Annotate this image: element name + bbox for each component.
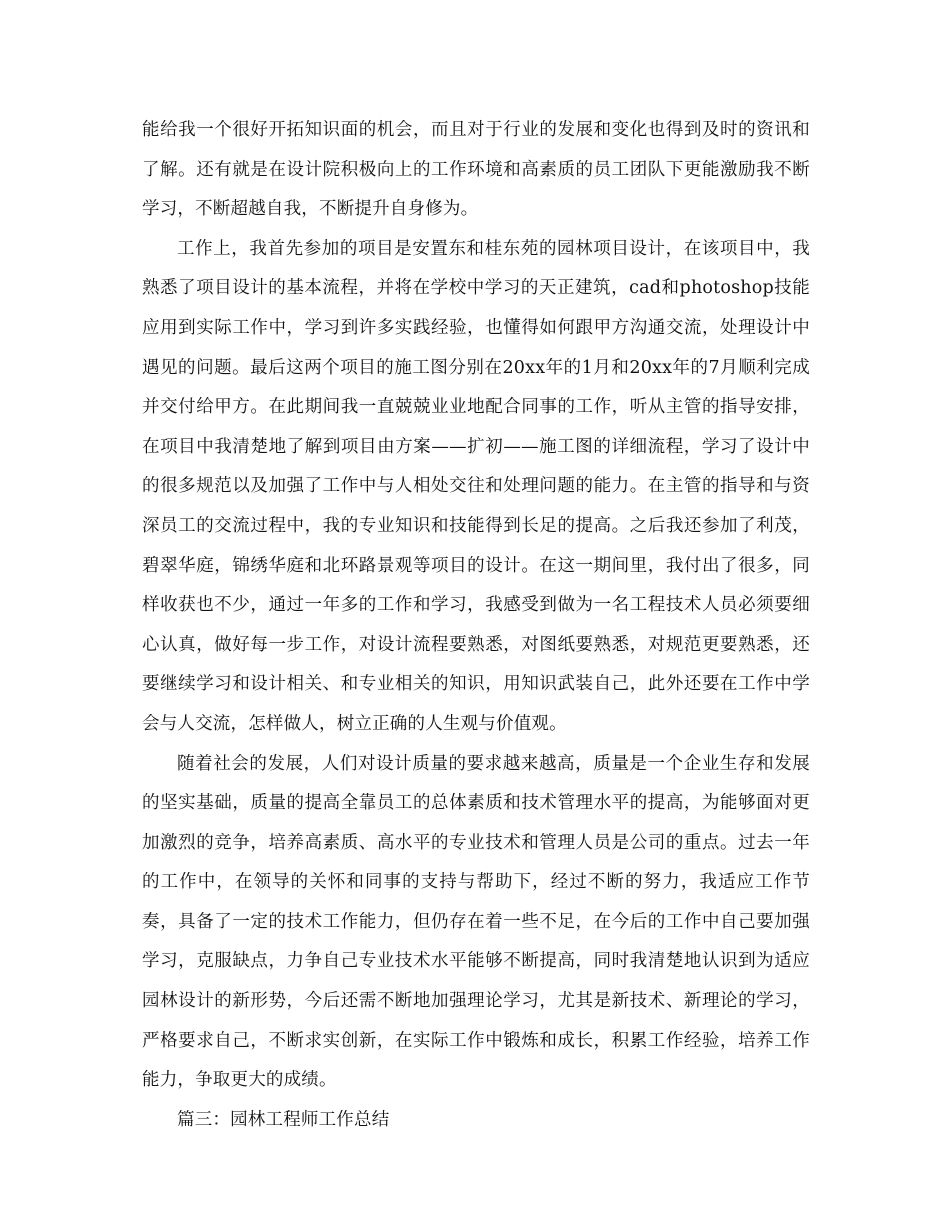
paragraph-continuation: 能给我一个很好开拓知识面的机会，而且对于行业的发展和变化也得到及时的资讯和了解。还有就是在设计院积极向上的工作环境和高素质的员工团队下更能激励我不断学习，不断超越自我，不断提升自身修为。 — [142, 120, 810, 220]
document-body — [142, 111, 810, 1140]
paragraph-work-projects: 工作上，我首先参加的项目是安置东和桂东苑的园林项目设计，在该项目中，我熟悉了项目设计的基本流程，并将在学校中学习的天正建筑，cad和photoshop技能应用到实际工作中，学习到许多实践经验，也懂得如何跟甲方沟通交流，处理设计中遇见的问题。最后这两个项目的施工图分别在20xx年的1月和20xx年的7月顺利完成并交付给甲方。在此期间我一直兢兢业业地配合同事的工作，听从主管的指导安排，在项目中我清楚地了解到项目由方案——扩初——施工图的详细流程，学习了设计中的很多规范以及加强了工作中与人相处交往和处理问题的能力。在主管的指导和与资深员工的交流过程中，我的专业知识和技能得到长足的提高。之后我还参加了利茂，碧翠华庭，锦绣华庭和北环路景观等项目的设计。在这一期间里，我付出了很多，同样收获也不少，通过一年多的工作和学习，我感受到做为一名工程技术人员必须要细心认真，做好每一步工作，对设计流程要熟悉，对图纸要熟悉，对规范更要熟悉，还要继续学习和设计相关、和专业相关的知识，用知识武装自己，此外还要在工作中学会与人交流，怎样做人，树立正确的人生观与价值观。 — [142, 238, 810, 734]
paragraph-quality-development: 随着社会的发展，人们对设计质量的要求越来越高，质量是一个企业生存和发展的坚实基础，质量的提高全靠员工的总体素质和技术管理水平的提高，为能够面对更加激烈的竞争，培养高素质、高水平的专业技术和管理人员是公司的重点。过去一年的工作中，在领导的关怀和同事的支持与帮助下，经过不断的努力，我适应工作节奏，具备了一定的技术工作能力，但仍存在着一些不足，在今后的工作中自己要加强学习，克服缺点，力争自己专业技术水平能够不断提高，同时我清楚地认识到为适应园林设计的新形势，今后还需不断地加强理论学习，尤其是新技术、新理论的学习，严格要求自己，不断求实创新，在实际工作中锻炼和成长，积累工作经验，培养工作能力，争取更大的成绩。 — [142, 753, 810, 1091]
section-heading: 篇三：园林工程师工作总结 — [177, 1109, 390, 1130]
